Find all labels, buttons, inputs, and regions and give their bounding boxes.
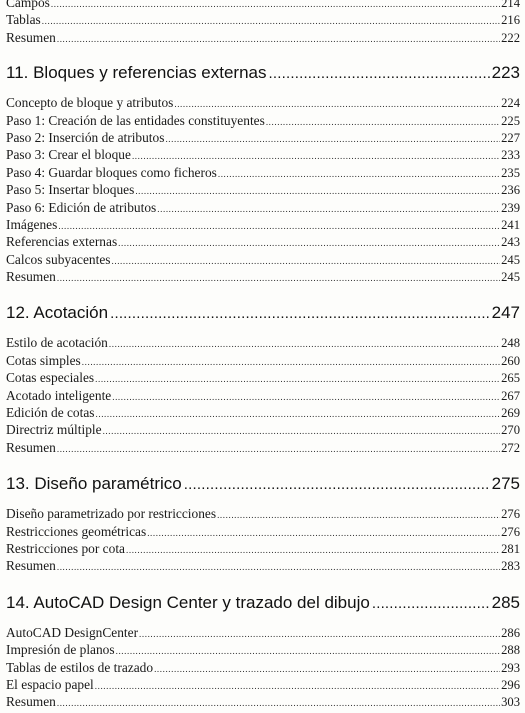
dot-leader — [184, 474, 490, 496]
toc-entry[interactable] — [6, 251, 520, 268]
toc-entry[interactable] — [6, 693, 520, 710]
dot-leader — [112, 389, 500, 406]
toc-entry-page: 245 — [501, 252, 520, 267]
dot-leader — [135, 183, 500, 200]
toc-entry-label: Paso 3: Crear el bloque — [6, 147, 131, 163]
toc-entry[interactable] — [6, 641, 520, 658]
dot-leader — [372, 593, 490, 615]
toc-entry-page: 288 — [501, 643, 520, 658]
toc-entry-page: 283 — [501, 559, 520, 574]
toc-entry-label: Paso 6: Edición de atributos — [6, 199, 157, 215]
table-of-contents — [6, 0, 520, 711]
toc-entry[interactable] — [6, 199, 520, 216]
dot-leader — [269, 63, 490, 85]
toc-entry-page: 235 — [501, 165, 520, 180]
toc-entry-label: Paso 2: Inserción de atributos — [6, 129, 165, 145]
toc-entry-page: 296 — [501, 677, 520, 692]
toc-entry[interactable] — [6, 146, 520, 163]
chapter-14 — [6, 592, 520, 711]
dot-leader — [95, 678, 500, 695]
toc-entry-page: 241 — [501, 217, 520, 232]
dot-leader — [157, 201, 500, 218]
chapter-11 — [6, 62, 520, 285]
toc-entry-page: 233 — [501, 148, 520, 163]
dot-leader — [96, 406, 501, 423]
toc-entry-label: Resumen — [6, 269, 56, 285]
toc-entry-page: 245 — [501, 270, 520, 285]
chapter-heading[interactable] — [6, 473, 520, 495]
dot-leader — [217, 507, 500, 524]
toc-entry-label: Referencias externas — [6, 234, 118, 250]
toc-entry[interactable] — [6, 523, 520, 540]
chapter-page: 223 — [491, 63, 520, 83]
toc-entry-label: AutoCAD DesignCenter — [6, 624, 139, 640]
dot-leader — [42, 13, 500, 30]
toc-entry-page: 267 — [501, 388, 520, 403]
toc-entry-label: Paso 1: Creación de las entidades constituyentes — [6, 112, 265, 128]
toc-entry[interactable] — [6, 404, 520, 421]
toc-entry-label: Paso 5: Insertar bloques — [6, 182, 135, 198]
dot-leader — [266, 114, 500, 131]
toc-entry-page: 216 — [501, 13, 520, 28]
toc-entry[interactable] — [6, 268, 520, 285]
toc-entry[interactable] — [6, 624, 520, 641]
toc-entry[interactable] — [6, 439, 520, 456]
chapter-page: 247 — [491, 303, 520, 323]
toc-entry[interactable] — [6, 421, 520, 438]
toc-entry[interactable] — [6, 94, 520, 111]
dot-leader — [116, 643, 501, 660]
chapter-page: 285 — [491, 592, 520, 612]
toc-entry-page: 281 — [501, 541, 520, 556]
toc-entry-label: Resumen — [6, 558, 56, 574]
toc-entry-page: 260 — [501, 353, 520, 368]
toc-entry-page: 303 — [501, 695, 520, 710]
toc-entry[interactable] — [6, 369, 520, 386]
toc-entry-page: 243 — [501, 235, 520, 250]
chapter-title: 13. Diseño paramétrico — [6, 474, 182, 494]
dot-leader — [218, 166, 500, 183]
toc-entry-label: Directriz múltiple — [6, 422, 102, 438]
toc-entry-label: Cotas simples — [6, 352, 81, 368]
intro-section — [6, 0, 520, 46]
dot-leader — [112, 253, 501, 270]
toc-entry-label: Imágenes — [6, 216, 58, 232]
toc-entry[interactable] — [6, 164, 520, 181]
dot-leader — [139, 626, 500, 643]
toc-entry[interactable] — [6, 112, 520, 129]
toc-entry-label: Restricciones por cota — [6, 540, 125, 556]
toc-entry-page: 276 — [501, 507, 520, 522]
dot-leader — [118, 235, 500, 252]
toc-entry[interactable] — [6, 233, 520, 250]
toc-entry[interactable] — [6, 216, 520, 233]
chapter-heading[interactable] — [6, 592, 520, 614]
dot-leader — [126, 542, 500, 559]
toc-entry-label: Resumen — [6, 439, 56, 455]
toc-entry-page: 224 — [501, 96, 520, 111]
dot-leader — [109, 336, 500, 353]
dot-leader — [58, 218, 500, 235]
toc-entry[interactable] — [6, 334, 520, 351]
toc-entry-page: 227 — [501, 130, 520, 145]
toc-entry-label: Cotas especiales — [6, 370, 95, 386]
toc-entry-page: 265 — [501, 371, 520, 386]
toc-entry-label: Campos — [6, 0, 50, 10]
chapter-title: 11. Bloques y referencias externas — [6, 63, 267, 83]
toc-entry-label: Restricciones geométricas — [6, 523, 147, 539]
toc-entry-page: 286 — [501, 625, 520, 640]
toc-entry-page: 270 — [501, 423, 520, 438]
toc-entry-label: Tablas de estilos de trazado — [6, 659, 154, 675]
dot-leader — [57, 31, 500, 48]
dot-leader — [154, 661, 500, 678]
toc-entry-page: 239 — [501, 200, 520, 215]
toc-entry[interactable] — [6, 29, 520, 46]
toc-entry-page: 222 — [501, 30, 520, 45]
toc-entry[interactable] — [6, 11, 520, 28]
chapter-13 — [6, 473, 520, 575]
toc-entry-label: El espacio papel — [6, 676, 94, 692]
toc-entry-label: Resumen — [6, 29, 56, 45]
toc-entry-label: Resumen — [6, 694, 56, 710]
toc-entry-page: 225 — [501, 113, 520, 128]
dot-leader — [51, 0, 500, 13]
toc-entry-label: Impresión de planos — [6, 642, 115, 658]
toc-entry-label: Estilo de acotación — [6, 335, 108, 351]
dot-leader — [95, 371, 500, 388]
toc-entry-page: 276 — [501, 524, 520, 539]
dot-leader — [82, 354, 500, 371]
toc-entry-label: Tablas — [6, 12, 41, 28]
toc-entry-page: 269 — [501, 406, 520, 421]
toc-entry-label: Diseño parametrizado por restricciones — [6, 506, 217, 522]
toc-entry-page: 214 — [501, 0, 520, 10]
dot-leader — [165, 131, 500, 148]
chapter-page: 275 — [491, 474, 520, 494]
dot-leader — [57, 441, 500, 458]
toc-entry-label: Edición de cotas — [6, 405, 95, 421]
toc-entry-page: 293 — [501, 660, 520, 675]
dot-leader — [57, 270, 500, 287]
chapter-heading[interactable] — [6, 302, 520, 324]
toc-entry[interactable] — [6, 387, 520, 404]
toc-entry[interactable] — [6, 505, 520, 522]
dot-leader — [57, 695, 500, 712]
toc-entry[interactable] — [6, 129, 520, 146]
chapter-12 — [6, 302, 520, 456]
toc-entry[interactable] — [6, 181, 520, 198]
toc-entry[interactable] — [6, 0, 520, 11]
dot-leader — [110, 303, 490, 325]
chapter-title: 14. AutoCAD Design Center y trazado del dibujo — [6, 592, 370, 612]
toc-entry-label: Calcos subyacentes — [6, 251, 111, 267]
toc-entry-page: 236 — [501, 183, 520, 198]
toc-entry-label: Paso 4: Guardar bloques como ficheros — [6, 164, 217, 180]
chapter-heading[interactable] — [6, 62, 520, 84]
toc-entry[interactable] — [6, 676, 520, 693]
toc-entry[interactable] — [6, 540, 520, 557]
toc-entry-label: Acotado inteligente — [6, 387, 112, 403]
toc-entry-label: Concepto de bloque y atributos — [6, 95, 174, 111]
dot-leader — [147, 525, 500, 542]
dot-leader — [103, 423, 501, 440]
toc-entry-page: 272 — [501, 440, 520, 455]
chapter-title: 12. Acotación — [6, 303, 109, 323]
toc-entry[interactable] — [6, 352, 520, 369]
toc-entry[interactable] — [6, 557, 520, 574]
toc-entry-page: 248 — [501, 336, 520, 351]
dot-leader — [57, 559, 500, 576]
toc-entry[interactable] — [6, 659, 520, 676]
